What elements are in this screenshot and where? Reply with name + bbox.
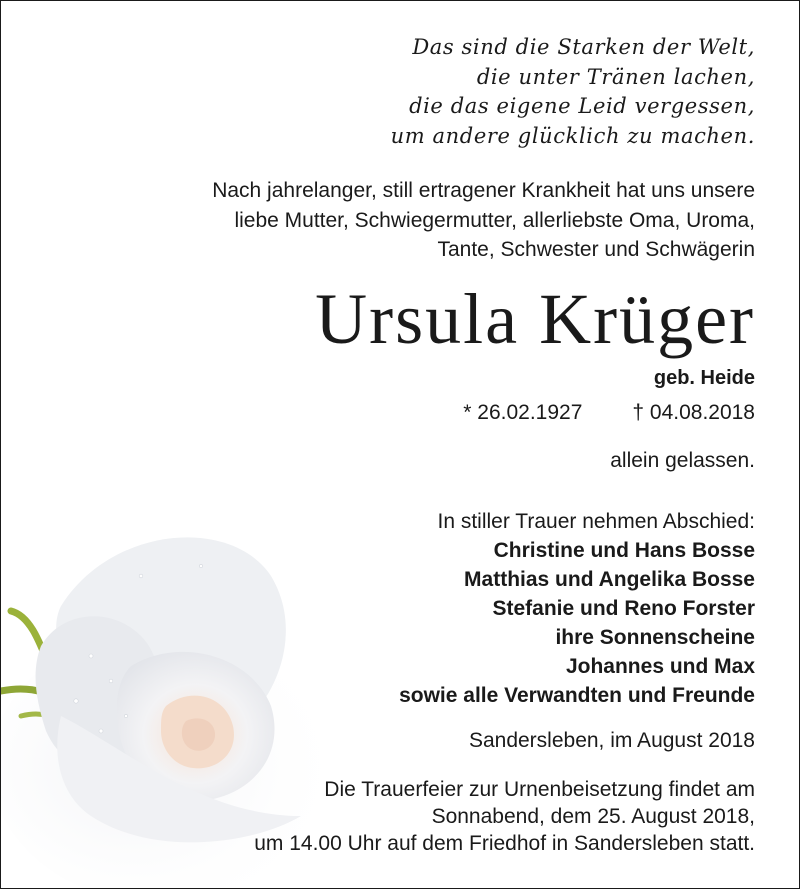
mourners-heading: In stiller Trauer nehmen Abschied: bbox=[437, 510, 755, 533]
intro-line: Tante, Schwester und Schwägerin bbox=[437, 238, 755, 261]
intro-text bbox=[212, 176, 755, 265]
poem bbox=[391, 33, 755, 151]
maiden-name: geb. Heide bbox=[653, 367, 755, 389]
mourner-name: Christine und Hans Bosse bbox=[493, 539, 755, 562]
death-date: † 04.08.2018 bbox=[632, 401, 755, 424]
mourner-name: sowie alle Verwandten und Freunde bbox=[399, 684, 755, 707]
left-alone-text: allein gelassen. bbox=[610, 449, 755, 472]
funeral-info bbox=[254, 776, 755, 857]
poem-line: die das eigene Leid vergessen, bbox=[409, 94, 755, 118]
intro-line: Nach jahrelanger, still ertragener Krankheit hat uns unsere bbox=[212, 179, 755, 202]
poem-line: um andere glücklich zu machen. bbox=[390, 123, 755, 148]
poem-line: die unter Tränen lachen, bbox=[476, 64, 755, 89]
funeral-line: Die Trauerfeier zur Urnenbeisetzung findet am bbox=[324, 778, 755, 801]
funeral-line: um 14.00 Uhr auf dem Friedhof in Sandersleben statt. bbox=[254, 832, 755, 855]
place-date: Sandersleben, im August 2018 bbox=[468, 729, 755, 752]
birth-date: * 26.02.1927 bbox=[463, 401, 583, 424]
life-dates bbox=[463, 401, 755, 425]
funeral-line: Sonnabend, dem 25. August 2018, bbox=[431, 805, 755, 828]
mourner-name: Stefanie und Reno Forster bbox=[492, 597, 755, 620]
mourner-name: Matthias und Angelika Bosse bbox=[464, 568, 755, 591]
mourners bbox=[399, 507, 755, 710]
intro-line: liebe Mutter, Schwiegermutter, allerliebste Oma, Uroma, bbox=[234, 208, 755, 232]
poem-line: Das sind die Starken der Welt, bbox=[412, 35, 755, 59]
mourner-name: Johannes und Max bbox=[565, 655, 755, 678]
mourner-name: ihre Sonnenscheine bbox=[555, 626, 755, 649]
deceased-name: Ursula Krüger bbox=[315, 279, 755, 359]
